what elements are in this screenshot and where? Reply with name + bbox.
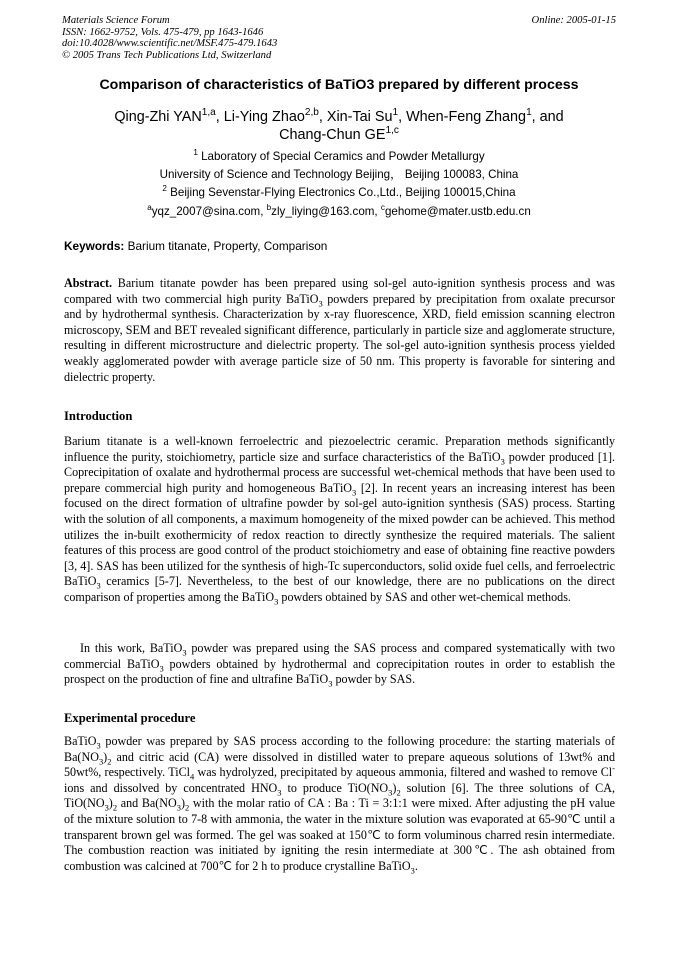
subscript: 3 bbox=[159, 663, 164, 673]
superscript: - bbox=[612, 763, 615, 774]
body-text: ) bbox=[180, 796, 186, 811]
subscript: 3 bbox=[410, 865, 415, 876]
affiliation-1-line-2: University of Science and Technology Beijing， Beijing 100083, China bbox=[159, 168, 519, 181]
affiliation-1-line-1 bbox=[40, 150, 638, 164]
issn-line: ISSN: 1662-9752, Vols. 475-479, pp 1643-1646 bbox=[62, 26, 264, 38]
affil-mark: 1 bbox=[193, 148, 198, 158]
journal-header bbox=[62, 15, 277, 61]
subscript: 3 bbox=[96, 740, 101, 751]
subscript: 3 bbox=[352, 487, 357, 498]
author-affil-mark: 1 bbox=[392, 107, 399, 119]
keywords bbox=[64, 239, 327, 253]
keywords-text: Barium titanate, Property, Comparison bbox=[124, 239, 328, 253]
author-name: Chang-Chun GE bbox=[279, 127, 386, 143]
keywords-label: Keywords: bbox=[64, 239, 125, 253]
author-separator: , and bbox=[531, 109, 564, 125]
body-text: BaTiO bbox=[64, 734, 97, 748]
affiliation-2 bbox=[40, 186, 638, 200]
subscript: 3 bbox=[176, 802, 181, 813]
body-text: powder was prepared using the SAS process and compared systematically with two commercial BaTiO bbox=[64, 641, 615, 671]
email-line bbox=[40, 205, 638, 219]
subscript: 3 bbox=[96, 580, 101, 591]
author-list bbox=[50, 108, 628, 144]
email-mark: b bbox=[266, 203, 272, 213]
subscript: 3 bbox=[182, 647, 187, 658]
body-text: powder was prepared by SAS process according to the following procedure: the starting materials of Ba(NO bbox=[64, 734, 615, 764]
author-affil-mark: 1 bbox=[526, 107, 532, 119]
email-link[interactable]: yqz_2007@sina.com, bbox=[151, 205, 267, 218]
author-name: Qing-Zhi YAN bbox=[114, 109, 202, 125]
subscript: 3 bbox=[318, 298, 323, 308]
author-separator: , bbox=[398, 109, 407, 125]
body-text: was hydrolyzed, precipitated by aqueous ammonia, filtered and washed to remove Cl bbox=[194, 765, 613, 780]
copyright-line: © 2005 Trans Tech Publications Ltd, Switzerland bbox=[62, 49, 272, 61]
body-text: . bbox=[414, 858, 418, 873]
author-name: When-Feng Zhang bbox=[406, 109, 527, 125]
subscript: 4 bbox=[190, 771, 195, 782]
body-text: to produce TiO(NO bbox=[281, 780, 389, 795]
affil-mark: 2 bbox=[162, 184, 167, 194]
journal-name: Materials Science Forum bbox=[62, 15, 170, 26]
author-name: Li-Ying Zhao bbox=[223, 109, 305, 125]
body-text: In this work, BaTiO bbox=[80, 641, 183, 655]
body-text: Barium titanate is a well-known ferroelectric and piezoelectric ceramic. Preparation methods significantly influence the purity, stoichiometry, particle size and surface characteristics of the BaTiO bbox=[64, 434, 615, 464]
body-text: powders obtained by hydrothermal and coprecipitation routes in order to establish the prospect on the production of fine and ultrafine BaTiO bbox=[64, 656, 616, 687]
subscript: 3 bbox=[104, 802, 109, 813]
body-text: ) bbox=[103, 749, 108, 764]
email-link[interactable]: zly_liying@163.com, bbox=[271, 205, 381, 218]
body-text: powder by SAS. bbox=[332, 672, 416, 687]
experimental-heading: Experimental procedure bbox=[64, 711, 196, 725]
affil-text: Beijing Sevenstar-Flying Electronics Co.,Ltd., Beijing 100015,China bbox=[170, 186, 516, 199]
affil-text: Laboratory of Special Ceramics and Powder Metallurgy bbox=[201, 150, 485, 163]
email-mark: a bbox=[147, 203, 152, 213]
subscript: 3 bbox=[500, 456, 505, 466]
body-text: ions and dissolved by concentrated HNO bbox=[64, 780, 278, 795]
body-text: with the molar ratio of CA : Ba : Ti = 3:1:1 were mixed. After adjusting the pH value of the mixture solution to 7-8 with ammonia, the water in the mixture solution was evaporated at 65-90℃ until a transparent brown gel was formed. The gel was soaked at 150℃ to form voluminous charred resin intermediate. The combustion reaction was initiated by igniting the resin intermediate at 300℃. The ash obtained from combustion was calcined at 700℃ for 2 h to produce crystalline BaTiO bbox=[64, 796, 616, 873]
subscript: 3 bbox=[328, 678, 333, 689]
introduction-heading: Introduction bbox=[64, 409, 133, 423]
email-mark: c bbox=[380, 203, 385, 213]
abstract-text: Barium titanate powder has been prepared using sol-gel auto-ignition synthesis process and was compared with two commercial high purity BaTiO bbox=[64, 276, 615, 306]
body-text: ceramics [5-7]. Nevertheless, to the best of our knowledge, there are no publications on the direct comparison of properties among the BaTiO bbox=[64, 574, 615, 604]
subscript: 2 bbox=[112, 802, 118, 813]
body-text: ) bbox=[108, 796, 113, 811]
subscript: 3 bbox=[274, 596, 279, 607]
paper-title: Comparison of characteristics of BaTiO3 prepared by different process bbox=[99, 77, 579, 93]
subscript: 2 bbox=[107, 756, 112, 766]
body-text: [2]. In recent years an increasing interest has been focused on the direct formation of ultrafine powder by sol-gel auto-ignition synthesis (SAS) process. Starting with the solution of all components, a maximum homogeneity of the mixed powder can be achieved. This method utilizes the in-built exothermicity of redox reaction to directly synthesize the required materials. The salient features of this process are good control of the product stoichiometry and ease of obtaining fine reactive powders [3, 4]. SAS has been utilized for the synthesis of high-Tc superconductors, solid oxide fuel cells, and ferroelectric BaTiO bbox=[64, 480, 615, 589]
abstract-paragraph bbox=[64, 276, 615, 385]
abstract-label: Abstract. bbox=[64, 276, 113, 290]
subscript: 2 bbox=[185, 802, 190, 813]
body-text: and citric acid (CA) were dissolved in distilled water to prepare aqueous solutions of 13wt% and 50wt%, respectively. TiCl bbox=[64, 749, 615, 780]
author-name: Xin-Tai Su bbox=[326, 109, 393, 125]
body-text: powders obtained by SAS and other wet-chemical methods. bbox=[278, 589, 571, 604]
abstract-text: powders prepared by precipitation from oxalate precursor and by hydrothermal synthesis. Characterization by x-ray fluorescence, XRD, field emission scanning electron microscopy, SEM and BET revealed significant difference, particularly in particle size and agglomerate structure, resulting in different microstructure and dielectric property. The sol-gel auto-ignition synthesis process yielded weakly agglomerated powder with average particle size of 50 nm. This property is favorable for sintering and dielectric property. bbox=[64, 291, 615, 384]
author-affil-mark: 2,b bbox=[304, 107, 319, 119]
body-text: powder produced [1]. Coprecipitation of oxalate and hydrothermal process are successful wet-chemical methods that have been used to prepare commercial high purity and homogeneous BaTiO bbox=[64, 449, 615, 495]
author-affil-mark: 1,a bbox=[201, 107, 216, 119]
intro-paragraph-2 bbox=[64, 641, 615, 688]
author-separator: , bbox=[318, 109, 327, 125]
author-separator: , bbox=[215, 109, 224, 125]
subscript: 3 bbox=[277, 787, 282, 798]
experimental-paragraph bbox=[64, 734, 615, 874]
subscript: 2 bbox=[396, 787, 401, 798]
online-date: Online: 2005-01-15 bbox=[531, 15, 616, 26]
intro-paragraph-1 bbox=[64, 434, 615, 606]
author-affil-mark: 1,c bbox=[385, 125, 399, 137]
body-text: ) bbox=[392, 780, 397, 795]
body-text: solution [6]. The three solutions of CA, TiO(NO bbox=[64, 780, 615, 811]
body-text: and Ba(NO bbox=[117, 796, 177, 811]
subscript: 3 bbox=[388, 787, 393, 798]
email-link[interactable]: gehome@mater.ustb.edu.cn bbox=[384, 205, 531, 218]
subscript: 3 bbox=[98, 756, 104, 766]
doi-line: doi:10.4028/www.scientific.net/MSF.475-479.1643 bbox=[62, 38, 278, 50]
